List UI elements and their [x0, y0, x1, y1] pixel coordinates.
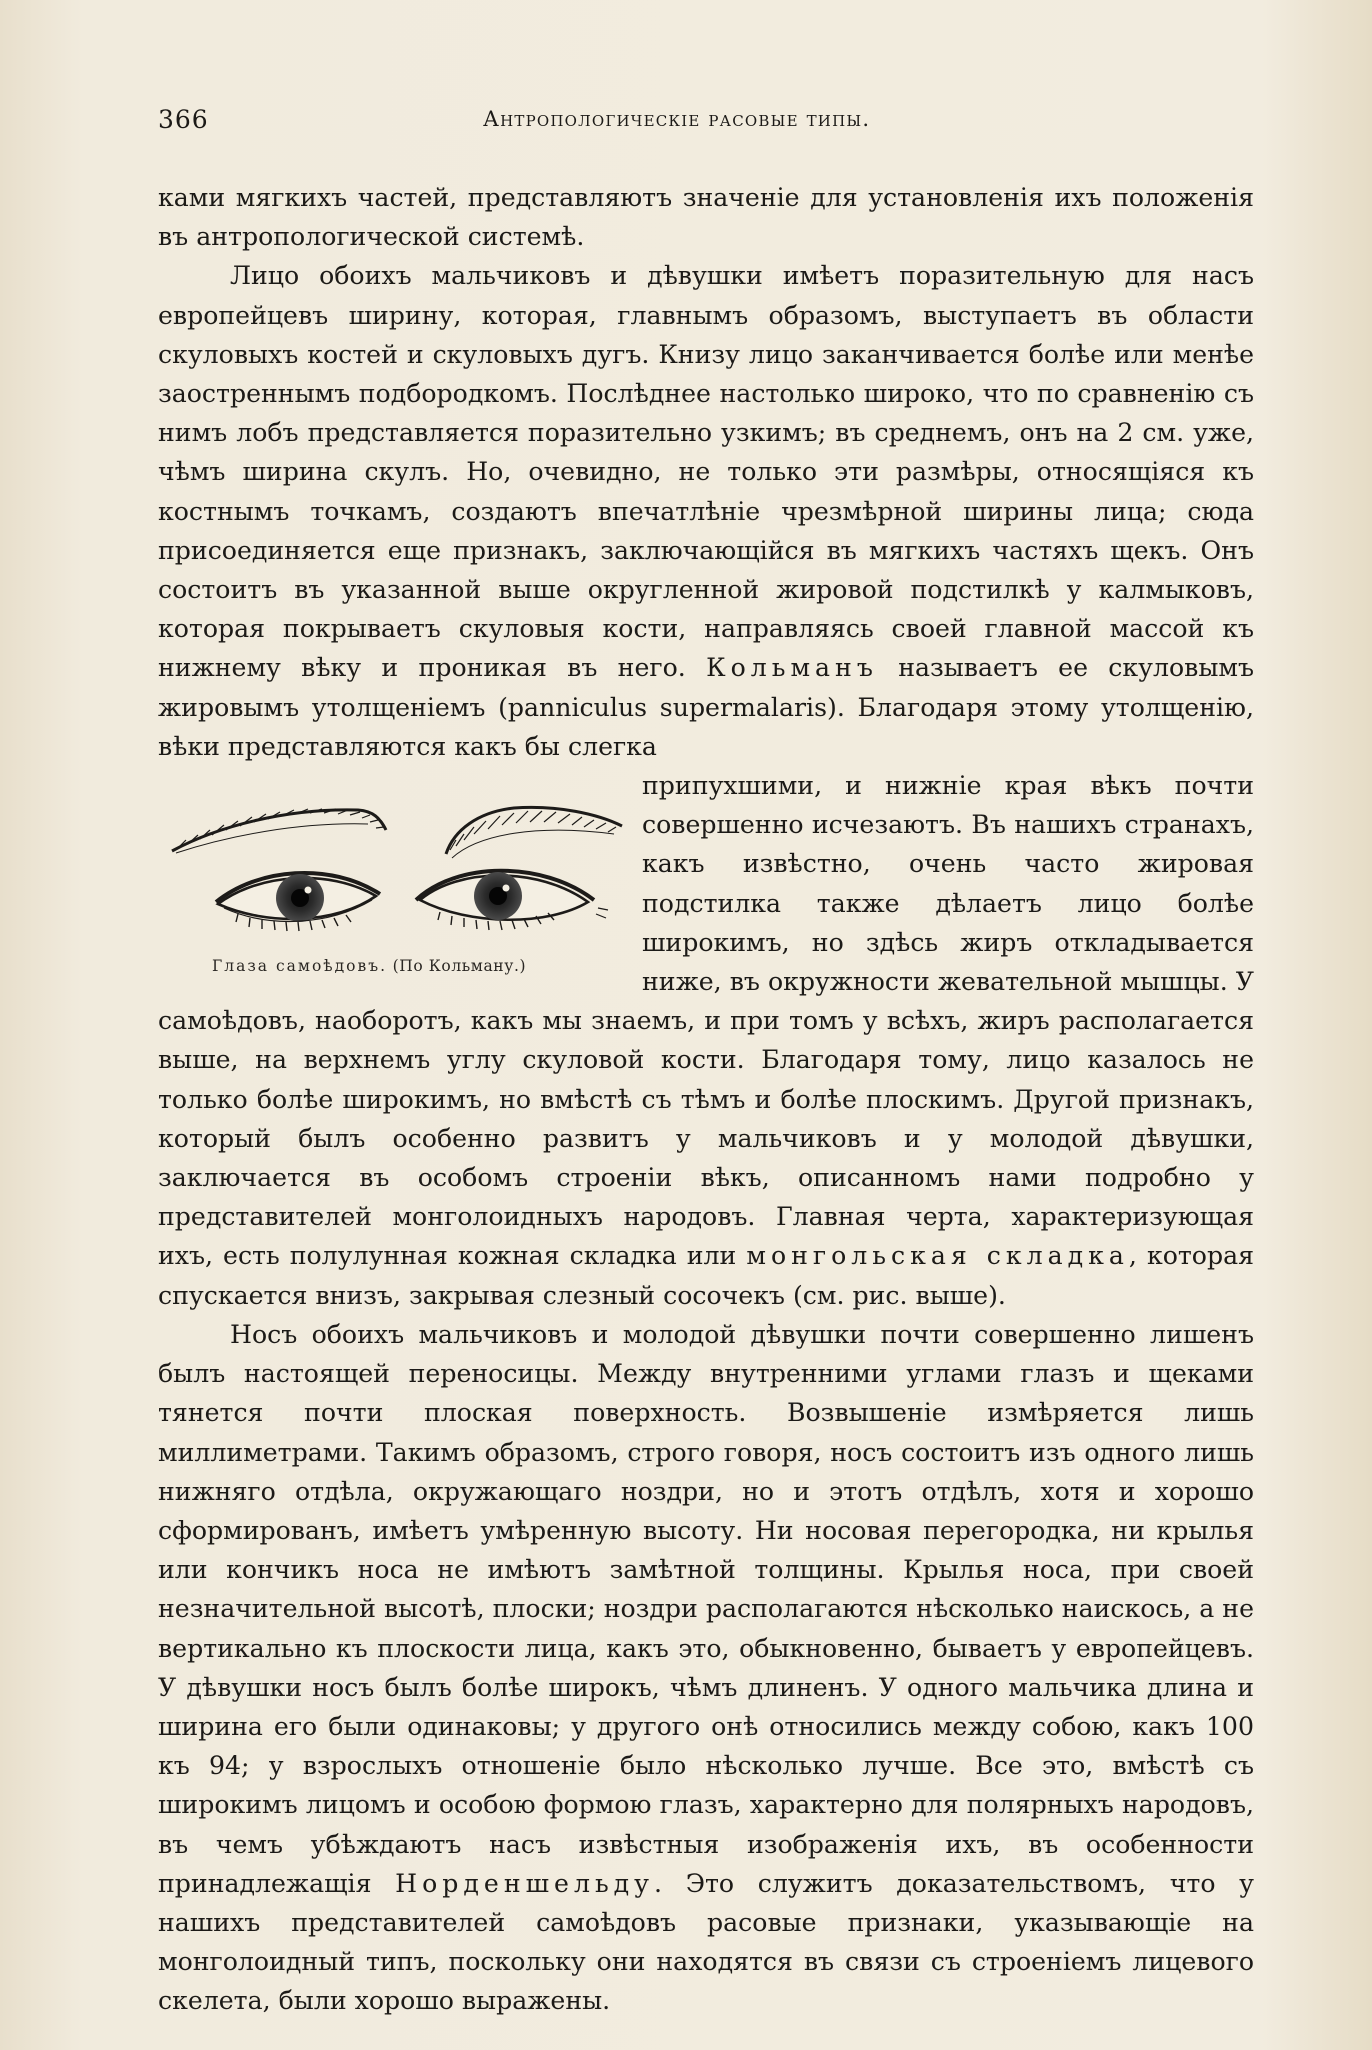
caption-source: (По Кольману.) — [392, 957, 527, 976]
left-eyebrow — [172, 809, 386, 853]
left-eye — [216, 873, 380, 931]
figure-eyes — [158, 766, 628, 988]
author-name-kolman: Кольманъ — [706, 653, 878, 683]
page-header — [158, 105, 1252, 145]
paragraph-2-text-f: , которая спускается внизъ, закрывая слезный сосочекъ (см. рис. выше). — [158, 1241, 1254, 1310]
paragraph-2-text-c: называетъ ее скуловымъ жировымъ утолщеніемъ (panniculus supermalaris). Благодаря этому утолщенію, вѣки представляются какъ бы слегка — [158, 653, 1254, 761]
right-eye — [416, 871, 608, 930]
paragraph-3-text-a: Носъ обоихъ мальчиковъ и молодой дѣвушки почти совершенно лишенъ былъ настоящей переносицы. Между внутренними углами глазъ и щеками тянется почти плоская поверхность. Возвышеніе измѣряется лишь миллиметрами. Такимъ образомъ, строго говоря, носъ состоитъ изъ одного лишь нижняго отдѣла, окружающаго ноздри, но и этотъ отдѣлъ, хотя и хорошо сформированъ, имѣетъ умѣренную высоту. Ни носовая перегородка, ни крылья или кончикъ носа не имѣютъ замѣтной толщины. Крылья носа, при своей незначительной высотѣ, плоски; ноздри располагаются нѣсколько наискось, а не вертикально къ плоскости лица, какъ это, обыкновенно, бываетъ у европейцевъ. У дѣвушки носъ былъ болѣе широкъ, чѣмъ длиненъ. У одного мальчика длина и ширина его были одинаковы; у другого онѣ относились между собою, какъ 100 къ 94; у взрослыхъ отношеніе было нѣсколько лучше. Все это, вмѣстѣ съ широкимъ лицомъ и особою формою глазъ, характерно для полярныхъ народовъ, въ чемъ убѣждаютъ насъ извѣстныя изображенія ихъ, въ особенности принадлежащія — [158, 1319, 1254, 1898]
paragraph-3-text-c: . Это служитъ доказательствомъ, что у нашихъ представителей самоѣдовъ расовые признаки, указывающіе на монголоидный типъ, поскольку они находятся въ связи съ строеніемъ лицевого скелета, были хорошо выражены. — [158, 1868, 1254, 2016]
term-mongolian-fold: монгольская складка — [746, 1241, 1129, 1271]
paragraph-3 — [158, 1315, 1254, 2021]
running-title: Антропологическіе расовые типы. — [483, 107, 871, 131]
figure-caption — [212, 947, 526, 986]
page-number: 366 — [158, 105, 209, 134]
body-text — [158, 178, 1254, 2021]
paragraph-1: ками мягкихъ частей, представляютъ значеніе для установленія ихъ положенія въ антропологической системѣ. — [158, 183, 1254, 252]
paragraph-2-text-a: Лицо обоихъ мальчиковъ и дѣвушки имѣетъ поразительную для насъ европейцевъ ширину, которая, главнымъ образомъ, выступаетъ въ области скуловыхъ костей и скуловыхъ дугъ. Книзу лицо заканчивается болѣе или менѣе заостреннымъ подбородкомъ. Послѣднее настолько широко, что по сравненію съ нимъ лобъ представляется поразительно узкимъ; въ среднемъ, онъ на 2 см. уже, чѣмъ ширина скулъ. Но, очевидно, не только эти размѣры, относящіяся къ костнымъ точкамъ, создаютъ впечатлѣніе чрезмѣрной ширины лица; сюда присоединяется еще признакъ, заключающійся въ мягкихъ частяхъ щекъ. Онъ состоитъ въ указанной выше округленной жировой подстилкѣ у калмыковъ, которая покрываетъ скуловыя кости, направляясь своей главной массой къ нижнему вѣку и проникая въ него. — [158, 261, 1254, 683]
right-eyebrow — [446, 807, 622, 858]
caption-title: Глаза самоѣдовъ. — [212, 957, 388, 976]
paragraph-2 — [158, 256, 1254, 766]
author-name-nordenskiold: Норденшельду — [395, 1868, 654, 1898]
paragraph-2-text-d: припухшими, и нижніе края вѣкъ почти совершенно исчезаютъ. Въ нашихъ странахъ, какъ извѣстно, очень часто жировая подстилка также дѣлаетъ лицо болѣе широкимъ, но здѣсь жиръ откладывается ниже, въ окружности жевательной мышцы. У самоѣдовъ, наоборотъ, какъ мы знаемъ, и при томъ у всѣхъ, жиръ располагается выше, на верхнемъ углу скуловой кости. Благодаря тому, лицо казалось не только болѣе широкимъ, но вмѣстѣ съ тѣмъ и болѣе плоскимъ. Другой признакъ, который былъ особенно развитъ у мальчиковъ и у молодой дѣвушки, заключается въ особомъ строеніи вѣкъ, описанномъ нами подробно у представителей монголоидныхъ народовъ. Главная черта, характеризующая ихъ, есть полулунная кожная складка или — [158, 771, 1254, 1271]
samoyed-eyes-illustration — [158, 796, 628, 946]
